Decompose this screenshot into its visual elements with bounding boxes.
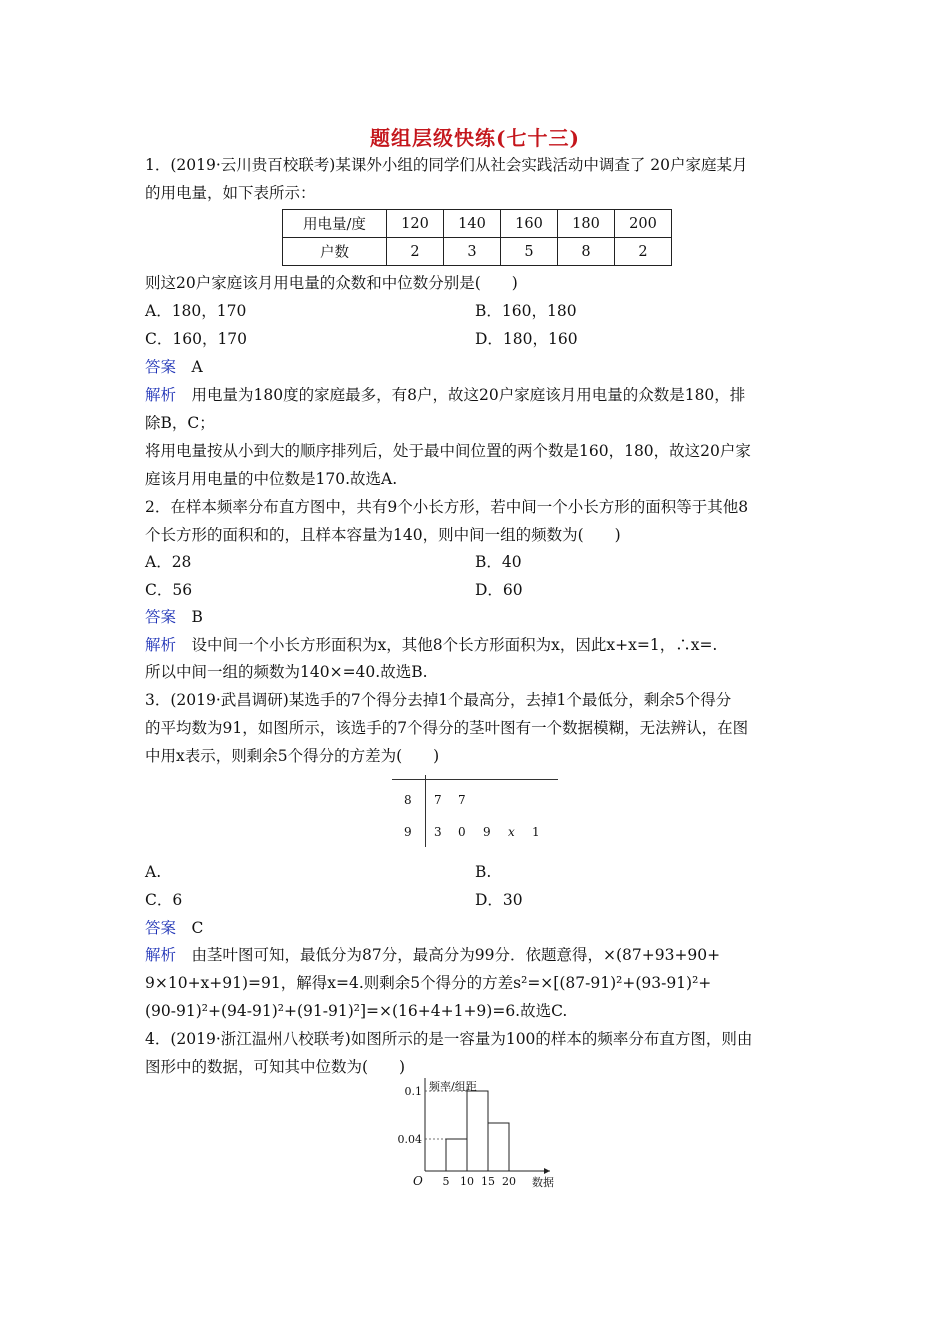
histogram-bars	[446, 1091, 509, 1171]
table-cell: 140	[444, 210, 501, 238]
answer-value: C	[191, 919, 204, 937]
x-tick-label: 15	[481, 1175, 495, 1188]
table-header-usage: 用电量/度	[283, 210, 387, 238]
table-row	[283, 238, 672, 266]
x-tick-label: 10	[460, 1175, 474, 1188]
origin-label: O	[413, 1174, 423, 1188]
table-cell: 160	[501, 210, 558, 238]
q2-analysis-line2: 所以中间一组的频数为140×=40.故选B.	[145, 663, 428, 681]
analysis-text: 由茎叶图可知，最低分为87分，最高分为99分．依题意得，×(87+93+90+	[191, 946, 721, 964]
x-axis-arrow	[544, 1168, 550, 1174]
q2-option-b: B．40	[475, 553, 522, 571]
stem-leaf-divider	[425, 775, 426, 847]
q1-analysis-line1	[145, 385, 745, 405]
leaf: 7	[458, 793, 466, 807]
q4-stem-line1: 4．(2019·浙江温州八校联考)如图所示的是一容量为100的样本的频率分布直方图，则由	[145, 1030, 753, 1048]
q3-analysis-line1	[145, 945, 720, 965]
q3-stem-line1: 3．(2019·武昌调研)某选手的7个得分去掉1个最高分，去掉1个最低分，剩余5个得分	[145, 691, 732, 709]
q1-question: 则这20户家庭该月用电量的众数和中位数分别是( )	[145, 274, 518, 292]
q4-stem-line2: 图形中的数据，可知其中位数为( )	[145, 1058, 406, 1076]
answer-value: B	[191, 608, 203, 626]
q3-analysis-line2: 9×10+x+91)=91，解得x=4.则剩余5个得分的方差s²=×[(87-91)²+(93-91)²+	[145, 974, 712, 992]
x-axis-label: 数据	[532, 1176, 554, 1189]
y-axis-label: 频率/组距	[429, 1080, 477, 1093]
x-tick-label: 5	[442, 1175, 450, 1188]
leaf: 3	[434, 825, 442, 839]
usage-table	[282, 209, 672, 266]
q1-answer	[145, 357, 203, 377]
table-header-households: 户数	[283, 238, 387, 266]
histogram-bar	[446, 1139, 467, 1171]
leaf-unknown-x: x	[508, 825, 515, 839]
stem-8: 8	[404, 793, 412, 807]
answer-label: 答案	[145, 919, 177, 937]
histogram-bar	[467, 1091, 488, 1171]
analysis-text: 用电量为180度的家庭最多，有8户，故这20户家庭该月用电量的众数是180，排	[191, 386, 746, 404]
q3-stem-line3: 中用x表示，则剩余5个得分的方差为( )	[145, 747, 440, 765]
q1-option-a: A．180，170	[145, 302, 247, 320]
x-tick-label: 20	[502, 1175, 516, 1188]
q3-stem-line2: 的平均数为91，如图所示，该选手的7个得分的茎叶图有一个数据模糊，无法辨认，在图	[145, 719, 749, 737]
y-tick-label: 0.04	[397, 1133, 422, 1146]
q1-option-b: B．160，180	[475, 302, 577, 320]
table-cell: 5	[501, 238, 558, 266]
q2-answer	[145, 607, 203, 627]
q1-stem-line1: 1．(2019·云川贵百校联考)某课外小组的同学们从社会实践活动中调查了 20户家庭某月	[145, 156, 748, 174]
q2-option-d: D．60	[475, 581, 523, 599]
q2-stem-line2: 个长方形的面积和的，且样本容量为140，则中间一组的频数为( )	[145, 526, 621, 544]
stem-9: 9	[404, 825, 412, 839]
analysis-label: 解析	[145, 946, 177, 964]
table-row	[283, 210, 672, 238]
y-tick-label: 0.1	[404, 1085, 422, 1098]
table-cell: 2	[615, 238, 672, 266]
page-title: 题组层级快练(七十三)	[370, 126, 580, 150]
table-cell: 200	[615, 210, 672, 238]
analysis-text: 设中间一个小长方形面积为x，其他8个长方形面积为x，因此x+x=1，∴x=.	[191, 636, 718, 654]
q1-analysis-line2: 除B，C；	[145, 414, 215, 432]
answer-label: 答案	[145, 608, 177, 626]
frequency-histogram	[395, 1078, 555, 1193]
analysis-label: 解析	[145, 636, 177, 654]
analysis-label: 解析	[145, 386, 177, 404]
q3-option-c: C．6	[145, 891, 183, 909]
leaf: 7	[434, 793, 442, 807]
leaf: 0	[458, 825, 466, 839]
q3-option-d: D．30	[475, 891, 523, 909]
q1-analysis-line4: 庭该月用电量的中位数是170.故选A.	[145, 470, 398, 488]
histogram-labels	[398, 1079, 555, 1189]
stem-leaf-top-line	[392, 779, 558, 780]
q1-option-d: D．180，160	[475, 330, 578, 348]
q3-option-b: B.	[475, 863, 492, 881]
q2-option-a: A．28	[145, 553, 192, 571]
q3-analysis-line3: (90-91)²+(94-91)²+(91-91)²]=×(16+4+1+9)=6.故选C.	[145, 1002, 568, 1020]
q2-analysis-line1	[145, 635, 717, 655]
table-cell: 180	[558, 210, 615, 238]
histogram-bar	[488, 1123, 509, 1171]
table-cell: 8	[558, 238, 615, 266]
q3-option-a: A.	[145, 863, 162, 881]
q3-answer	[145, 918, 203, 938]
q1-analysis-line3: 将用电量按从小到大的顺序排列后，处于最中间位置的两个数是160，180，故这20户家	[145, 442, 751, 460]
leaf: 1	[532, 825, 540, 839]
answer-label: 答案	[145, 358, 177, 376]
table-cell: 120	[387, 210, 444, 238]
table-cell: 2	[387, 238, 444, 266]
q1-stem-line2: 的用电量，如下表所示：	[145, 184, 316, 202]
stem-leaf-plot	[392, 775, 560, 850]
q1-option-c: C．160，170	[145, 330, 248, 348]
q2-stem-line1: 2．在样本频率分布直方图中，共有9个小长方形，若中间一个小长方形的面积等于其他8	[145, 498, 749, 516]
answer-value: A	[191, 358, 203, 376]
leaf: 9	[483, 825, 491, 839]
table-cell: 3	[444, 238, 501, 266]
q2-option-c: C．56	[145, 581, 193, 599]
